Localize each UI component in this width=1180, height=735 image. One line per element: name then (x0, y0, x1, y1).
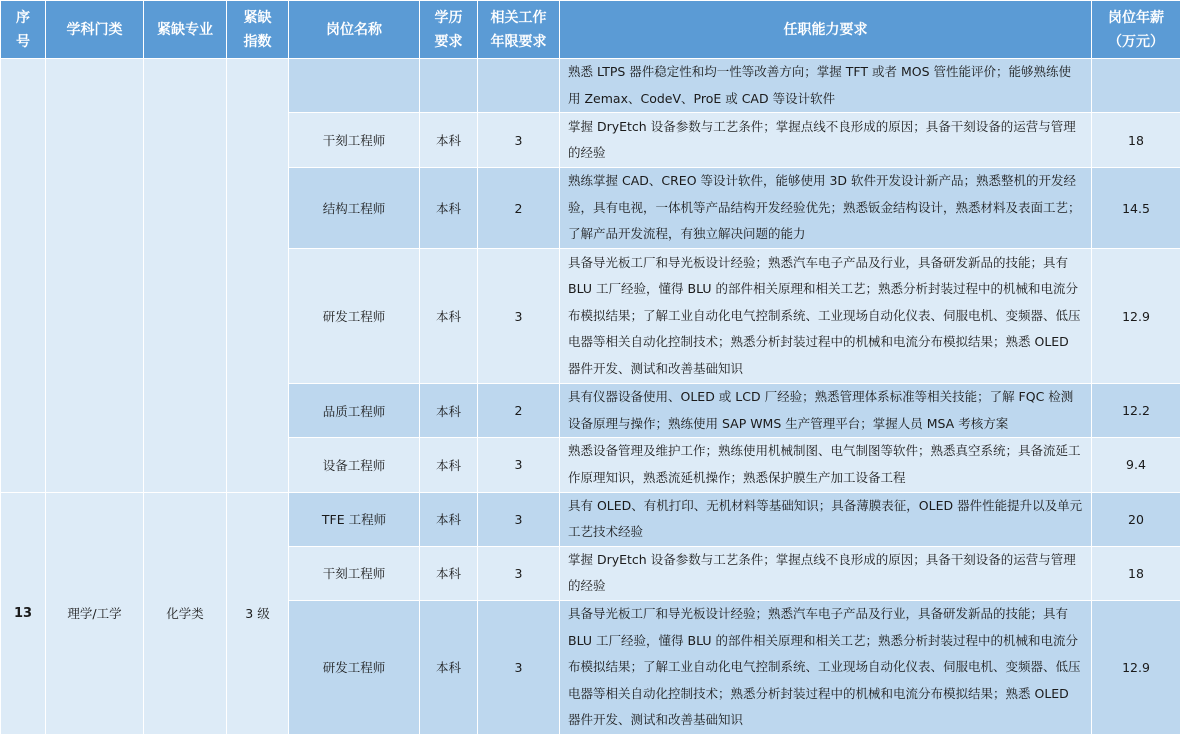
header-education: 学历 要求 (420, 1, 478, 59)
salary-cell: 12.9 (1092, 249, 1180, 384)
salary-cell: 18 (1092, 546, 1180, 600)
header-salary: 岗位年薪 （万元） (1092, 1, 1180, 59)
education-cell: 本科 (420, 113, 478, 168)
education-cell: 本科 (420, 249, 478, 384)
salary-cell: 12.2 (1092, 384, 1180, 438)
major-cell: 化学类 (144, 492, 227, 734)
header-row (1, 1, 1180, 59)
salary-cell: 20 (1092, 492, 1180, 546)
header-position: 岗位名称 (289, 1, 420, 59)
education-cell (420, 59, 478, 113)
position-cell: 干刻工程师 (289, 546, 420, 600)
years-cell: 3 (478, 600, 560, 734)
education-cell: 本科 (420, 168, 478, 249)
years-cell: 2 (478, 384, 560, 438)
education-cell: 本科 (420, 438, 478, 492)
requirements-cell: 掌握 DryEtch 设备参数与工艺条件；掌握点线不良形成的原因；具备干刻设备的运营与管理的经验 (560, 113, 1092, 168)
header-index: 紧缺 指数 (227, 1, 289, 59)
position-cell (289, 59, 420, 113)
years-cell: 3 (478, 438, 560, 492)
index-cell (227, 59, 289, 493)
table-row (1, 59, 1180, 113)
seq-cell (1, 59, 46, 493)
salary-cell: 18 (1092, 113, 1180, 168)
requirements-cell: 掌握 DryEtch 设备参数与工艺条件；掌握点线不良形成的原因；具备干刻设备的运营与管理的经验 (560, 546, 1092, 600)
discipline-cell: 理学/工学 (46, 492, 144, 734)
requirements-cell: 具备导光板工厂和导光板设计经验；熟悉汽车电子产品及行业，具备研发新品的技能；具有 BLU 工厂经验，懂得 BLU 的部件相关原理和相关工艺；熟悉分析封装过程中的机械和电流分布模拟结果；了解工业自动化电气控制系统、工业现场自动化仪表、伺服电机、变频器、低压电器等相关自动化控制技术；熟悉分析封装过程中的机械和电流分布模拟结果；熟悉 OLED 器件开发、测试和改善基础知识 (560, 600, 1092, 734)
requirements-cell: 具备导光板工厂和导光板设计经验；熟悉汽车电子产品及行业，具备研发新品的技能；具有 BLU 工厂经验，懂得 BLU 的部件相关原理和相关工艺；熟悉分析封装过程中的机械和电流分布模拟结果；了解工业自动化电气控制系统、工业现场自动化仪表、伺服电机、变频器、低压电器等相关自动化控制技术；熟悉分析封装过程中的机械和电流分布模拟结果；熟悉 OLED 器件开发、测试和改善基础知识 (560, 249, 1092, 384)
position-cell: 设备工程师 (289, 438, 420, 492)
years-cell: 3 (478, 249, 560, 384)
header-seq: 序 号 (1, 1, 46, 59)
salary-cell: 14.5 (1092, 168, 1180, 249)
major-cell (144, 59, 227, 493)
education-cell: 本科 (420, 384, 478, 438)
salary-cell (1092, 59, 1180, 113)
position-cell: 品质工程师 (289, 384, 420, 438)
header-requirements: 任职能力要求 (560, 1, 1092, 59)
position-cell: 研发工程师 (289, 249, 420, 384)
table-row (1, 492, 1180, 546)
requirements-cell: 具有 OLED、有机打印、无机材料等基础知识；具备薄膜表征，OLED 器件性能提升以及单元工艺技术经验 (560, 492, 1092, 546)
requirements-cell: 具有仪器设备使用、OLED 或 LCD 厂经验；熟悉管理体系标准等相关技能；了解 FQC 检测设备原理与操作；熟练使用 SAP WMS 生产管理平台；掌握人员 MSA 考核方案 (560, 384, 1092, 438)
requirements-cell: 熟悉设备管理及维护工作；熟练使用机械制图、电气制图等软件；熟悉真空系统；具备流延工作原理知识，熟悉流延机操作；熟悉保护膜生产加工设备工程 (560, 438, 1092, 492)
education-cell: 本科 (420, 492, 478, 546)
years-cell: 3 (478, 492, 560, 546)
years-cell (478, 59, 560, 113)
position-cell: 结构工程师 (289, 168, 420, 249)
header-years: 相关工作 年限要求 (478, 1, 560, 59)
position-cell: 研发工程师 (289, 600, 420, 734)
position-cell: 干刻工程师 (289, 113, 420, 168)
education-cell: 本科 (420, 546, 478, 600)
position-cell: TFE 工程师 (289, 492, 420, 546)
requirements-cell: 熟练掌握 CAD、CREO 等设计软件，能够使用 3D 软件开发设计新产品；熟悉整机的开发经验，具有电视，一体机等产品结构开发经验优先；熟悉钣金结构设计，熟悉材料及表面工艺；了解产品开发流程，有独立解决问题的能力 (560, 168, 1092, 249)
years-cell: 3 (478, 546, 560, 600)
header-discipline: 学科门类 (46, 1, 144, 59)
years-cell: 2 (478, 168, 560, 249)
salary-cell: 9.4 (1092, 438, 1180, 492)
education-cell: 本科 (420, 600, 478, 734)
requirements-cell: 熟悉 LTPS 器件稳定性和均一性等改善方向；掌握 TFT 或者 MOS 管性能评价；能够熟练使用 Zemax、CodeV、ProE 或 CAD 等设计软件 (560, 59, 1092, 113)
years-cell: 3 (478, 113, 560, 168)
discipline-cell (46, 59, 144, 493)
salary-cell: 12.9 (1092, 600, 1180, 734)
seq-cell: 13 (1, 492, 46, 734)
header-major: 紧缺专业 (144, 1, 227, 59)
index-cell: 3 级 (227, 492, 289, 734)
